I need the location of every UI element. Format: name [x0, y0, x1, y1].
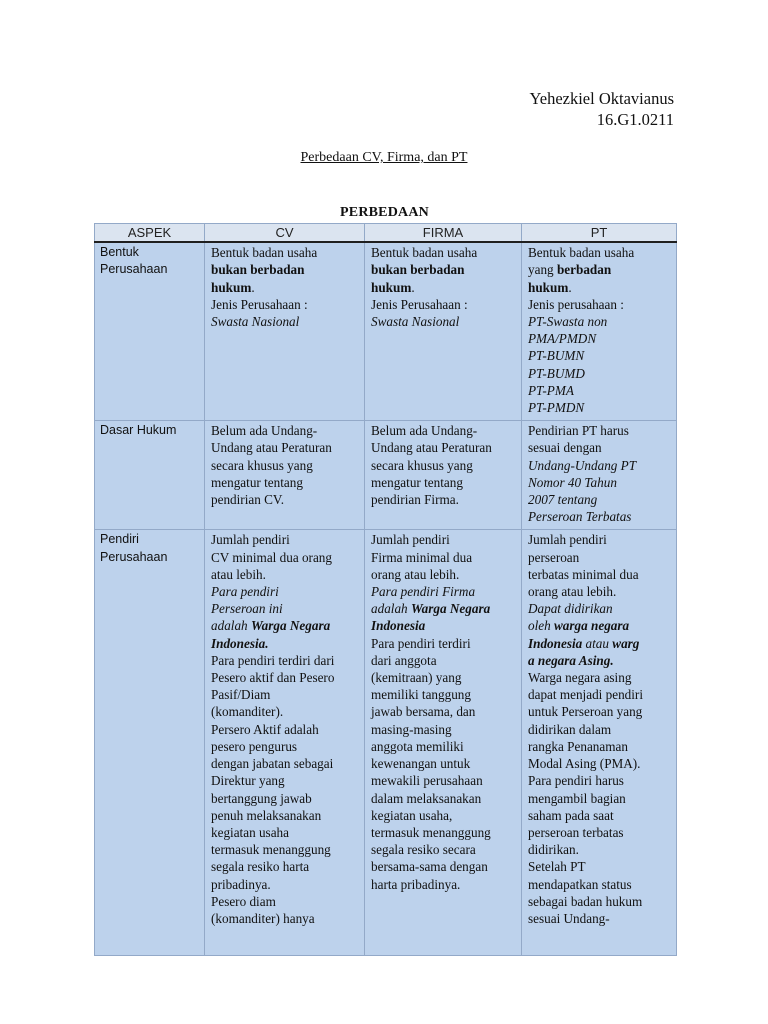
text-run: sesuai dengan	[528, 440, 602, 456]
text-run: PT-Swasta non	[528, 314, 608, 330]
text-run: Jenis Perusahaan :	[211, 296, 308, 312]
column-header-firma: FIRMA	[365, 224, 522, 243]
text-run: (kemitraan) yang	[371, 670, 462, 686]
text-run: a negara Asing.	[528, 652, 614, 668]
cell-line	[528, 279, 671, 296]
cell-line: Perusahaan	[100, 549, 168, 564]
cell-line	[528, 600, 671, 617]
table-row	[95, 421, 677, 530]
cell-line	[211, 617, 359, 634]
cell-line	[371, 841, 516, 858]
cell-line	[211, 841, 359, 858]
cell-line: Pendiri	[100, 532, 139, 547]
comparison-table	[94, 223, 677, 956]
cell-line	[528, 549, 671, 566]
text-run: masing-masing	[371, 721, 452, 737]
text-run: berbadan	[556, 262, 612, 278]
text-run: Jumlah pendiri	[371, 532, 450, 548]
text-run: Para pendiri terdiri	[371, 635, 471, 651]
text-run: .	[251, 279, 255, 295]
cv-cell	[205, 530, 365, 956]
cell-line	[371, 491, 516, 508]
cell-line	[528, 876, 671, 893]
cell-line	[528, 399, 671, 416]
author-name: Yehezkiel Oktavianus	[529, 89, 674, 108]
text-run: Setelah PT	[528, 859, 586, 875]
cell-line	[211, 583, 359, 600]
text-run: bukan berbadan	[371, 262, 465, 278]
cell-line	[371, 549, 516, 566]
text-run: Jumlah pendiri	[528, 532, 607, 548]
text-run: Perseroan Terbatas	[528, 509, 632, 525]
text-run: kewenangan untuk	[371, 756, 471, 772]
text-run: Para pendiri Firma	[371, 584, 476, 600]
text-run: Firma minimal dua	[371, 549, 473, 565]
table-heading: PERBEDAAN	[340, 205, 429, 220]
text-run: Modal Asing (PMA).	[528, 756, 641, 772]
cell-line	[211, 807, 359, 824]
document-title	[0, 150, 768, 166]
cell-line	[211, 635, 359, 652]
text-run: warg	[612, 635, 640, 651]
document-title-text: Perbedaan CV, Firma, dan PT	[300, 150, 468, 165]
cell-line	[211, 721, 359, 738]
cell-line	[211, 910, 359, 927]
cell-line	[371, 669, 516, 686]
cell-line	[528, 566, 671, 583]
cell-line	[211, 422, 359, 439]
text-run: bukan berbadan	[211, 262, 305, 278]
text-run: mengatur tentang	[211, 474, 303, 490]
text-run: untuk Perseroan yang	[528, 704, 643, 720]
cell-line	[528, 347, 671, 364]
text-run: Dapat didirikan	[528, 601, 613, 617]
author-block	[529, 88, 674, 130]
firma-cell	[365, 530, 522, 956]
column-header-pt: PT	[522, 224, 677, 243]
text-run: hukum	[528, 279, 569, 295]
cell-line	[211, 261, 359, 278]
text-run: oleh	[528, 618, 555, 634]
text-run: Para pendiri harus	[528, 773, 624, 789]
text-run: saham pada saat	[528, 807, 614, 823]
cell-line	[528, 738, 671, 755]
cell-line	[528, 491, 671, 508]
text-run: adalah	[211, 618, 251, 634]
cell-line	[528, 824, 671, 841]
cell-line	[371, 635, 516, 652]
cell-line	[371, 617, 516, 634]
cell-line	[528, 617, 671, 634]
text-run: mengambil bagian	[528, 790, 626, 806]
text-run: Indonesia	[528, 635, 583, 651]
cell-line	[211, 600, 359, 617]
cell-line	[528, 910, 671, 927]
cell-line	[371, 858, 516, 875]
cell-line	[371, 296, 516, 313]
cell-line	[371, 422, 516, 439]
cell-line	[528, 858, 671, 875]
cell-line: Bentuk	[100, 245, 139, 260]
text-run: Undang atau Peraturan	[371, 440, 492, 456]
text-run: .	[411, 279, 415, 295]
cell-line	[371, 279, 516, 296]
cell-line	[211, 491, 359, 508]
text-run: mendapatkan status	[528, 876, 632, 892]
cell-line	[211, 669, 359, 686]
cell-line	[371, 703, 516, 720]
table-row	[95, 530, 677, 956]
cell-line	[528, 508, 671, 525]
text-run: kegiatan usaha	[211, 824, 289, 840]
text-run: CV minimal dua orang	[211, 549, 332, 565]
text-run: Pesero diam	[211, 893, 276, 909]
cell-line	[528, 244, 671, 261]
cell-line	[371, 531, 516, 548]
cell-line	[528, 807, 671, 824]
text-run: Bentuk badan usaha	[371, 245, 478, 261]
text-run: Belum ada Undang-	[211, 423, 318, 439]
text-run: PT-PMDN	[528, 400, 585, 416]
cell-line	[211, 686, 359, 703]
cell-line	[528, 330, 671, 347]
text-run: PT-BUMN	[528, 348, 585, 364]
text-run: Perseroan ini	[211, 601, 283, 617]
cell-line	[211, 893, 359, 910]
text-run: mengatur tentang	[371, 474, 463, 490]
cell-line	[371, 876, 516, 893]
cell-line	[371, 790, 516, 807]
text-run: (komanditer).	[211, 704, 284, 720]
cell-line	[371, 686, 516, 703]
cell-line	[371, 566, 516, 583]
cell-line	[528, 721, 671, 738]
text-run: termasuk menanggung	[371, 824, 491, 840]
text-run: rangka Penanaman	[528, 738, 628, 754]
cell-line	[211, 279, 359, 296]
aspek-cell	[95, 242, 205, 421]
text-run: Persero Aktif adalah	[211, 721, 319, 737]
text-run: atau lebih.	[211, 566, 266, 582]
text-run: didirikan.	[528, 842, 579, 858]
cell-line	[211, 858, 359, 875]
text-run: sebagai badan hukum	[528, 893, 643, 909]
cell-line	[211, 313, 359, 330]
text-run: Direktur yang	[211, 773, 285, 789]
cell-line	[211, 296, 359, 313]
author-id: 16.G1.0211	[596, 110, 674, 129]
cell-line	[528, 531, 671, 548]
cell-line	[371, 738, 516, 755]
cell-line	[371, 824, 516, 841]
cell-line	[371, 244, 516, 261]
cell-line	[371, 721, 516, 738]
cell-line	[528, 755, 671, 772]
text-run: PT-PMA	[528, 382, 574, 398]
text-run: pribadinya.	[211, 876, 271, 892]
cell-line	[528, 261, 671, 278]
cell-line	[211, 790, 359, 807]
text-run: kegiatan usaha,	[371, 807, 453, 823]
cell-line	[211, 824, 359, 841]
aspek-cell	[95, 530, 205, 956]
pt-cell	[522, 242, 677, 421]
cv-cell	[205, 242, 365, 421]
text-run: Jenis Perusahaan :	[371, 296, 468, 312]
text-run: didirikan dalam	[528, 721, 612, 737]
text-run: sesuai Undang-	[528, 910, 610, 926]
table-header-row	[95, 224, 677, 243]
text-run: yang	[528, 262, 557, 278]
cell-line	[371, 652, 516, 669]
text-run: jawab bersama, dan	[371, 704, 476, 720]
text-run: penuh melaksanakan	[211, 807, 322, 823]
text-run: mewakili perusahaan	[371, 773, 483, 789]
cell-line	[211, 457, 359, 474]
text-run: Swasta Nasional	[371, 314, 460, 330]
cell-line	[211, 738, 359, 755]
text-run: anggota memiliki	[371, 738, 464, 754]
text-run: dari anggota	[371, 652, 437, 668]
text-run: Undang-Undang PT	[528, 457, 637, 473]
cell-line	[528, 635, 671, 652]
text-run: Para pendiri	[211, 584, 279, 600]
text-run: segala resiko harta	[211, 859, 310, 875]
text-run: Nomor 40 Tahun	[528, 474, 617, 490]
cell-line	[371, 313, 516, 330]
text-run: 2007 tentang	[528, 492, 598, 508]
cell-line	[211, 755, 359, 772]
text-run: hukum	[211, 279, 252, 295]
text-run: dalam melaksanakan	[371, 790, 482, 806]
text-run: bersama-sama dengan	[371, 859, 488, 875]
text-run: secara khusus yang	[211, 457, 313, 473]
text-run: .	[568, 279, 572, 295]
text-run: Belum ada Undang-	[371, 423, 478, 439]
cell-line	[211, 772, 359, 789]
text-run: terbatas minimal dua	[528, 566, 639, 582]
text-run: harta pribadinya.	[371, 876, 461, 892]
cell-line	[211, 876, 359, 893]
text-run: secara khusus yang	[371, 457, 473, 473]
text-run: Swasta Nasional	[211, 314, 300, 330]
cell-line	[528, 422, 671, 439]
text-run: termasuk menanggung	[211, 842, 331, 858]
cell-line	[211, 244, 359, 261]
text-run: Para pendiri terdiri dari	[211, 652, 335, 668]
text-run: PMA/PMDN	[528, 331, 597, 347]
cell-line	[528, 841, 671, 858]
text-run: Pendirian PT harus	[528, 423, 629, 439]
text-run: Indonesia	[371, 618, 426, 634]
text-run: (komanditer) hanya	[211, 910, 315, 926]
text-run: hukum	[371, 279, 412, 295]
text-run: dapat menjadi pendiri	[528, 687, 643, 703]
text-run: Pesero aktif dan Pesero	[211, 670, 335, 686]
cell-line	[371, 772, 516, 789]
cell-line	[528, 772, 671, 789]
text-run: pesero pengurus	[211, 738, 298, 754]
cell-line	[528, 790, 671, 807]
cell-line	[211, 652, 359, 669]
text-run: Bentuk badan usaha	[528, 245, 635, 261]
text-run: Warga Negara	[250, 618, 331, 634]
text-run: dengan jabatan sebagai	[211, 756, 334, 772]
cell-line	[211, 549, 359, 566]
text-run: orang atau lebih.	[528, 584, 617, 600]
cell-line	[528, 313, 671, 330]
text-run: Pasif/Diam	[211, 687, 271, 703]
cell-line	[371, 807, 516, 824]
firma-cell	[365, 242, 522, 421]
cell-line	[528, 365, 671, 382]
text-run: Bentuk badan usaha	[211, 245, 318, 261]
text-run: segala resiko secara	[371, 842, 476, 858]
text-run: Jumlah pendiri	[211, 532, 290, 548]
table-row	[95, 242, 677, 421]
cell-line	[528, 457, 671, 474]
cell-line	[528, 652, 671, 669]
cell-line	[371, 600, 516, 617]
cell-line	[528, 296, 671, 313]
text-run: bertanggung jawab	[211, 790, 312, 806]
cell-line	[528, 382, 671, 399]
text-run: adalah	[371, 601, 411, 617]
cell-line	[211, 439, 359, 456]
text-run: orang atau lebih.	[371, 566, 460, 582]
cell-line: Perusahaan	[100, 262, 168, 277]
text-run: perseroan terbatas	[528, 824, 624, 840]
cell-line: Dasar Hukum	[100, 423, 177, 438]
cell-line	[371, 583, 516, 600]
cell-line	[371, 755, 516, 772]
text-run: Warga negara asing	[528, 670, 632, 686]
text-run: PT-BUMD	[528, 365, 585, 381]
pt-cell	[522, 530, 677, 956]
cell-line	[371, 439, 516, 456]
text-run: pendirian Firma.	[371, 492, 459, 508]
cell-line	[528, 439, 671, 456]
cell-line	[528, 583, 671, 600]
cell-line	[211, 703, 359, 720]
cell-line	[371, 474, 516, 491]
aspek-cell	[95, 421, 205, 530]
text-run: Indonesia.	[211, 635, 269, 651]
cell-line	[211, 531, 359, 548]
cell-line	[528, 474, 671, 491]
text-run: memiliki tanggung	[371, 687, 471, 703]
text-run: Jenis perusahaan :	[528, 296, 624, 312]
text-run: Undang atau Peraturan	[211, 440, 332, 456]
text-run: Warga Negara	[410, 601, 491, 617]
cell-line	[528, 686, 671, 703]
firma-cell	[365, 421, 522, 530]
pt-cell	[522, 421, 677, 530]
cell-line	[528, 669, 671, 686]
cell-line	[211, 566, 359, 583]
cell-line	[528, 703, 671, 720]
column-header-aspek: ASPEK	[95, 224, 205, 243]
column-header-cv: CV	[205, 224, 365, 243]
cell-line	[371, 261, 516, 278]
text-run: perseroan	[528, 549, 580, 565]
cell-line	[211, 474, 359, 491]
cell-line	[528, 893, 671, 910]
text-run: pendirian CV.	[211, 492, 285, 508]
text-run: warga negara	[554, 618, 630, 634]
text-run: atau	[582, 635, 613, 651]
cell-line	[371, 457, 516, 474]
cv-cell	[205, 421, 365, 530]
